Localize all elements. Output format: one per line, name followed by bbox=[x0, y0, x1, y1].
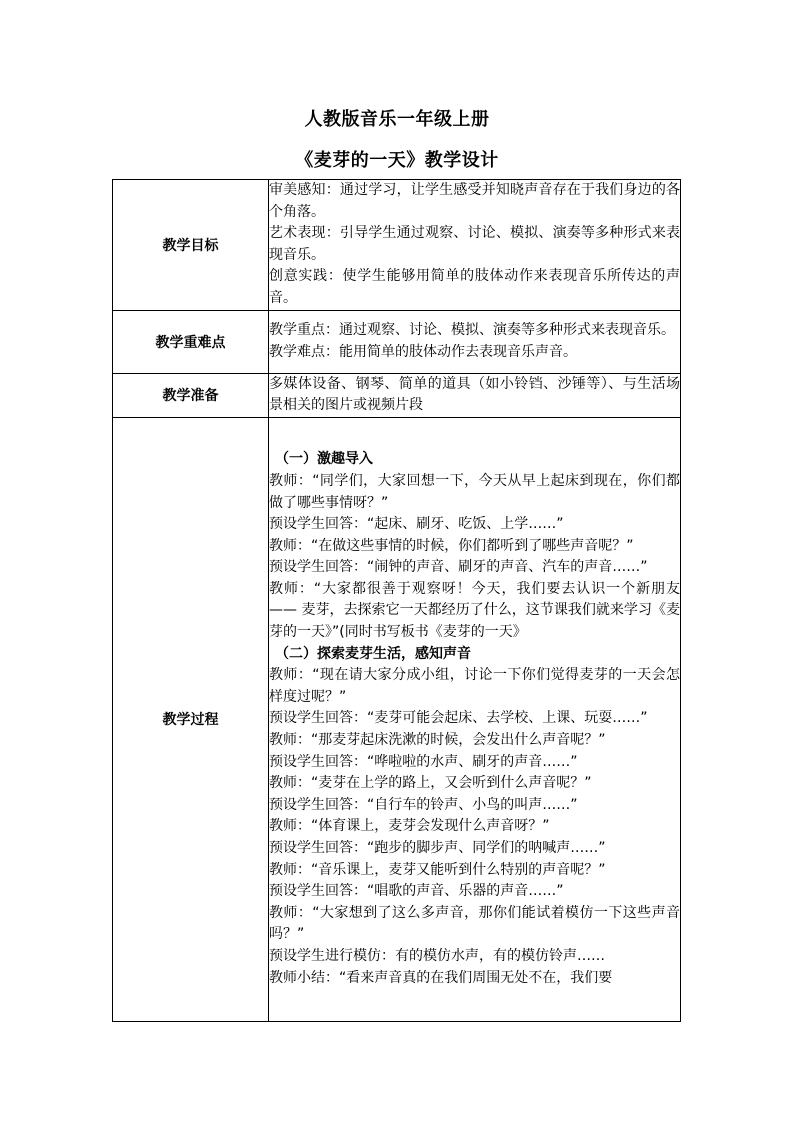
dialogue-line: 教师：“体育课上，麦芽会发现什么声音呀？” bbox=[269, 818, 550, 835]
row-prep bbox=[113, 373, 681, 417]
dialogue-line: 预设学生回答：“闹钟的声音、刷牙的声音、汽车的声音……” bbox=[269, 559, 648, 576]
content-goals bbox=[269, 180, 681, 311]
content-prep bbox=[269, 373, 681, 417]
content-process bbox=[269, 417, 681, 1021]
dialogue-line: 教师：“音乐课上，麦芽又能听到什么特别的声音呢？” bbox=[269, 861, 606, 878]
section-heading: （二）探索麦芽生活，感知声音 bbox=[275, 645, 471, 662]
prep-line: 多媒体设备、钢琴、简单的道具（如小铃铛、沙锤等）、与生活场景相关的图片或视频片段 bbox=[269, 375, 680, 414]
dialogue-line: 教师：“那麦芽起床洗漱的时候，会发出什么声音呢？” bbox=[269, 732, 606, 749]
content-keypoints bbox=[269, 310, 681, 373]
dialogue-line: 教师：“大家都很善于观察呀！今天，我们要去认识一个新朋友 —— 麦芽，去探索它一天都经历了什么，这节课我们就来学习《麦芽的一天》”(同时书写板书《麦芽的一天》 bbox=[269, 580, 680, 641]
dialogue-line: 教师：“同学们，大家回想一下，今天从早上起床到现在，你们都做了哪些事情呀？” bbox=[269, 472, 680, 511]
section-heading: （一）激趣导入 bbox=[275, 451, 373, 468]
dialogue-line: 预设学生回答：“唱歌的声音、乐器的声音……” bbox=[269, 883, 564, 900]
label-keypoints: 教学重难点 bbox=[113, 310, 269, 373]
dialogue-line: 教师：“在做这些事情的时候，你们都听到了哪些声音呢？” bbox=[269, 537, 634, 554]
goal-line: 艺术表现：引导学生通过观察、讨论、模拟、演奏等多种形式来表现音乐。 bbox=[269, 225, 680, 263]
dialogue-line: 预设学生回答：“起床、刷牙、吃饭、上学……” bbox=[269, 516, 564, 533]
row-process bbox=[113, 417, 681, 1021]
dialogue-line: 预设学生回答：“自行车的铃声、小鸟的叫声……” bbox=[269, 796, 578, 813]
dialogue-line: 教师：“现在请大家分成小组，讨论一下你们觉得麦芽的一天会怎样度过呢？” bbox=[269, 667, 680, 705]
label-process: 教学过程 bbox=[113, 417, 269, 1021]
dialogue-line: 教师：“麦芽在上学的路上，又会听到什么声音呢？” bbox=[269, 775, 592, 792]
document-title: 人教版音乐一年级上册 bbox=[304, 109, 490, 130]
lesson-plan-table bbox=[112, 179, 681, 1022]
keypoint-line: 教学难点：能用简单的肢体动作去表现音乐声音。 bbox=[269, 343, 577, 360]
dialogue-line: 教师：“大家想到了这么多声音，那你们能试着模仿一下这些声音吗？” bbox=[269, 904, 680, 943]
dialogue-line: 预设学生进行模仿：有的模仿水声，有的模仿铃声…… bbox=[269, 947, 605, 964]
keypoint-line: 教学重点：通过观察、讨论、模拟、演奏等多种形式来表现音乐。 bbox=[269, 321, 675, 338]
document-subtitle: 《麦芽的一天》教学设计 bbox=[295, 150, 499, 171]
row-goals bbox=[113, 180, 681, 311]
dialogue-line: 预设学生回答：“跑步的脚步声、同学们的呐喊声……” bbox=[269, 840, 606, 857]
row-keypoints bbox=[113, 310, 681, 373]
dialogue-line: 预设学生回答：“哗啦啦的水声、刷牙的声音……” bbox=[269, 753, 578, 770]
label-prep: 教学准备 bbox=[113, 373, 269, 417]
goal-line: 创意实践：使学生能够用简单的肢体动作来表现音乐所传达的声音。 bbox=[269, 268, 680, 306]
dialogue-line: 预设学生回答：“麦芽可能会起床、去学校、上课、玩耍……” bbox=[269, 710, 648, 727]
goal-line: 审美感知：通过学习，让学生感受并知晓声音存在于我们身边的各个角落。 bbox=[269, 182, 680, 220]
dialogue-line: 教师小结：“看来声音真的在我们周围无处不在，我们要 bbox=[269, 969, 613, 986]
label-goals: 教学目标 bbox=[113, 180, 269, 311]
